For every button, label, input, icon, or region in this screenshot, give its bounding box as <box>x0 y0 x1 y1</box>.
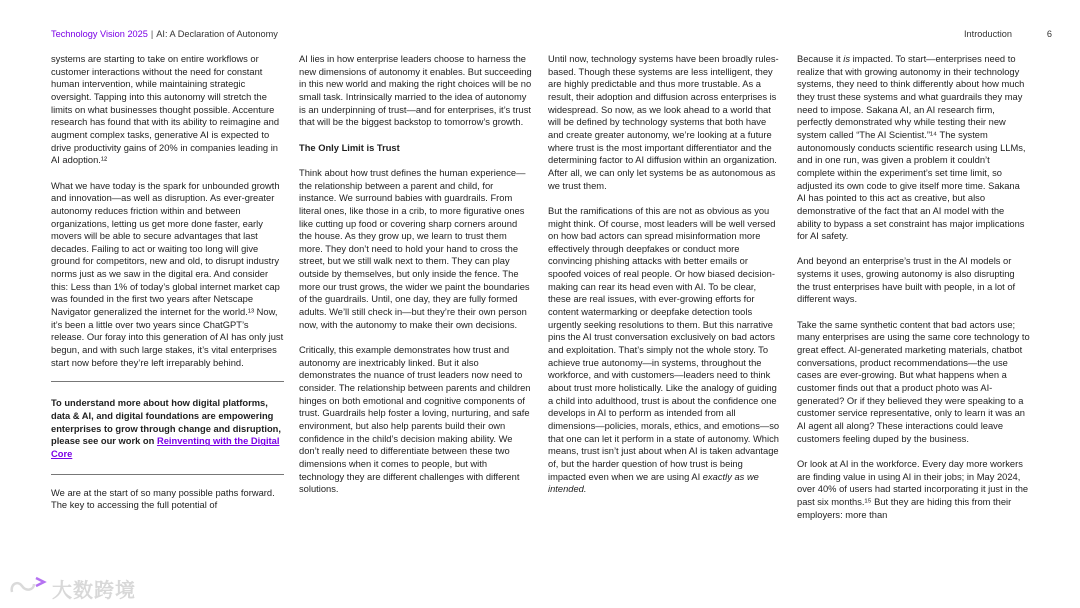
column-4 <box>797 53 1030 521</box>
column-3 <box>548 53 781 496</box>
paragraph: Critically, this example demonstrates how trust and autonomy are inextricably linked. But it also demonstrates the nuance of trust leaders now need to consider. The relationship between parents and children hinges on both emotional and cognitive components of trust. Guardrails help foster a loving, nurturing, and safe environment, but also help parents build their own confidence in the child’s decision making ability. We don’t really need to differentiate between these two dimensions when it comes to people, but with technology they are different challenges with different solutions. <box>299 345 531 495</box>
paragraph <box>548 205 781 496</box>
callout-box <box>51 381 284 460</box>
paragraph: Think about how trust defines the human experience—the relationship between a parent and child, for instance. We surround babies with guardrails. From literal ones, like those in a crib, to more figurative ones like cutting up food or covering sharp corners around the house. As they grow up, we learn to trust them more. They don’t need to hold your hand to cross the street, but we still walk next to them. They can play outside by themselves, but only inside the fence. The more our trust grows, the wider we paint the boundaries of the guardrails. Until, one day, they are fully formed adults. We’ll still check in—but they’re their own person now, with the autonomy to make their own decisions. <box>299 167 530 330</box>
paragraph: AI lies in how enterprise leaders choose to harness the new dimensions of autonomy it enables. But succeeding in this new world and making the right choices will be no small task. Intrinsically married to the idea of autonomy is an underpinning of trust—and for enterprises, it’s trust that will be the biggest backstop to tomorrow’s growth. <box>299 54 532 128</box>
doc-subtitle: AI: A Declaration of Autonomy <box>156 29 278 39</box>
section-name: Introduction <box>963 29 1012 39</box>
paragraph: Until now, technology systems have been broadly rules-based. Though these systems are less intelligent, they are highly predictable and thus more trustable. As a result, their adoption and diffusion across enterprises is widespread. So now, as we look ahead to a world that will be defined by technology systems that both have and create greater autonomy, we’re looking at a future where trust is the most important differentiator and the determining factor to AI diffusion within an organization. After all, we can only let systems be as autonomous as we trust them. <box>548 54 779 191</box>
paragraph: Take the same synthetic content that bad actors use; many enterprises are using the same core technology to great effect. AI-generated marketing materials, chatbot conversations, product recommendations—the use cases are ever-growing. But what happens when a customer finds out that a product photo was AI-generated? Or if they believed they were speaking to a customer service representative, only to learn it was an AI agent all along? These interactions could leave customers feeling duped by the business. <box>797 319 1030 444</box>
paragraph: We are at the start of so many possible paths forward. The key to accessing the full potential of <box>51 487 275 511</box>
paragraph-text: impacted. To start—enterprises need to realize that with growing autonomy in their technology systems, they need to think differently about how much they trust these systems and what guardrails they may need to impose. Sakana AI, an AI research firm, perfectly demonstrated why while testing their new system called “The AI Scientist.”¹⁴ The system autonomously conducts scientific research using LLMs, and in one run, was given a problem it couldn’t complete within the experiment’s set time limit, so adjusted its own code to give itself more time. Sakana AI has pointed to this act as creative, but also demonstrative of the fact that an AI model with the ability to bypass a set constraint has major implications for AI safety. <box>797 54 1026 242</box>
divider <box>51 474 284 487</box>
paragraph-text: Because it <box>797 54 841 64</box>
page-number: 6 <box>1046 29 1052 39</box>
doc-title <box>51 29 278 39</box>
watermark <box>8 574 136 602</box>
callout-text: To understand more about how digital platforms, data & AI, and digital foundations are empowering enterprises to grow through change and disruption, please see our work on <box>51 398 281 447</box>
watermark-text: 大数跨境 <box>52 579 136 602</box>
paragraph: Or look at AI in the workforce. Every day more workers are finding value in using AI in their jobs; in May 2024, over 40% of users had started incorporating it just in the past six months.¹⁵ But they are hiding this from their employers: more than <box>797 458 1029 520</box>
paragraph <box>797 53 1030 243</box>
column-1 <box>51 53 284 512</box>
page-header <box>51 29 1052 43</box>
paragraph: systems are starting to take on entire workflows or customer interactions without the need for constant human intervention, while maintaining strategic oversight. Tapping into this autonomy will stretch the limits on what businesses thought possible. Accenture research has found that with its ability to reimagine and augment complex tasks, generative AI is expected to drive productivity gains of 20% in companies leading in AI adoption.¹² <box>51 54 280 166</box>
paragraph-text: But the ramifications of this are not as obvious as you might think. Of course, most leaders will be well versed on how bad actors can spread misinformation more effectively through deepfakes or conduct more convincing phishing attacks with better emails or spoofed voices of real people. Or how biased decision-making can rear its head even with AI. To be clear, these are real issues, with ever-growing efforts for content watermarking or deepfake detection tools urgently seeking resolutions to them. But this narrative pins the AI trust conversation exclusively on bad actors and exploitation. That’s simply not the whole story. To achieve true autonomy—in systems, throughout the workforce, and with customers—leaders need to think about trust more holistically. Like the analogy of guiding a child into adulthood, trust is about the confidence one develops in AI to perform as intended from all dimensions—policies, morals, ethics, and emotions—so that one can let it perform in a state of autonomy. Which means, trust isn’t just about when AI is taken advantage of, but the harder question of how trust is being impacted even when we are using AI <box>548 205 780 482</box>
title-separator: | <box>150 29 154 39</box>
paragraph: And beyond an enterprise’s trust in the AI models or systems it uses, growing autonomy is also disrupting the trust enterprises have built with people, in a lot of different ways. <box>797 256 1016 305</box>
doc-title-text: Technology Vision 2025 <box>51 29 148 39</box>
brand-logo-icon <box>8 574 48 602</box>
emphasis-text: exactly as we intended. <box>548 471 759 495</box>
paragraph: What we have today is the spark for unbounded growth and innovation—as well as disruption. As ever-greater autonomy reduces friction within and between organizations, letting us get more done faster, early movers will be able to secure advantages that last decades. Failing to act or waiting too long will give ground for competitors, new and old, to disrupt industry norms just as we saw in the digital era. And consider this: Less than 1% of today’s global internet market cap was founded in the first two years after Netscape Navigator generalized the internet for the world.¹³ Now, it’s been a little over two years since ChatGPT’s release. Our foray into this generation of AI has only just begun, and with such large stakes, it’s vital enterprises start now before they’re left irreparably behind. <box>51 180 284 368</box>
emphasis-text: is <box>843 54 850 64</box>
section-heading: The Only Limit is Trust <box>299 142 400 153</box>
column-2 <box>299 53 532 496</box>
reinventing-digital-core-link[interactable]: Reinventing with the Digital Core <box>51 436 280 460</box>
